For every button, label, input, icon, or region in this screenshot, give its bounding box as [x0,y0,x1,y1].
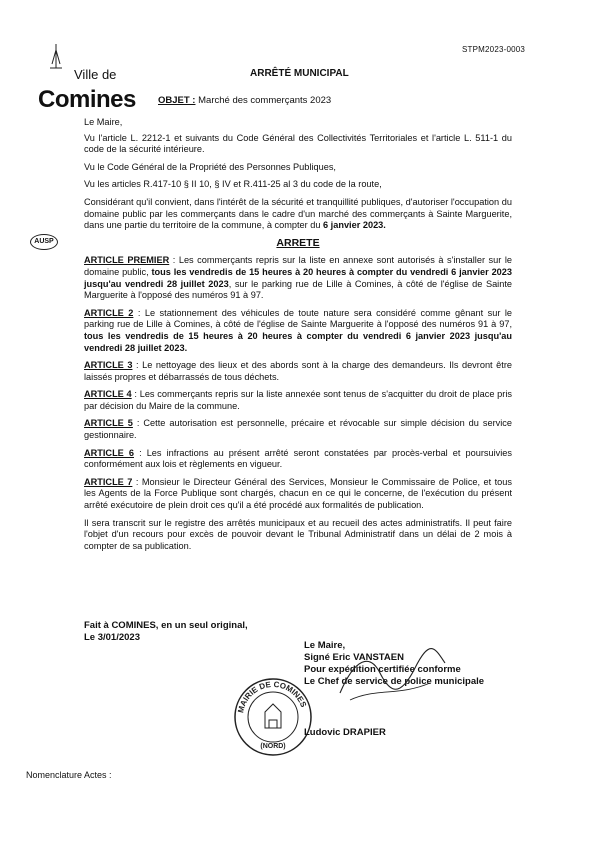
document-reference: STPM2023-0003 [462,45,526,54]
mairie-stamp [232,676,314,758]
signature-line-2: Signé Eric VANSTAEN [304,652,404,663]
signature-line-1: Le Maire, [304,640,346,651]
transcription-paragraph: Il sera transcrit sur le registre des arrêtés municipaux et au recueil des actes administratifs. Il peut faire l'objet d'un recours pour excès de pouvoir devant le Tribunal Administratif dans un délai de 2 mois à compter de sa publication. [84,517,512,551]
article-premier [84,255,512,301]
vu-paragraph-2: Vu le Code Général de la Propriété des Personnes Publiques, [84,161,336,172]
document-title: ARRÊTÉ MUNICIPAL [250,68,349,79]
article-2-text: : Le stationnement des véhicules de toute nature sera considéré comme gênant sur le parking rue de Lille à Comines, à côté de l'église de Sainte Marguerite à l'opposé des numéros 91 à 97, [84,307,512,330]
article-premier-bold: tous les vendredis de 15 heures à 20 heures à compter du vendredi 6 janvier 2023 jusqu'au vendredi 28 juillet 2023 [84,266,513,289]
article-6-label: ARTICLE 6 [84,447,134,458]
nomenclature-label: Nomenclature Actes : [26,770,112,780]
article-6-text: : Les infractions au présent arrêté seront constatées par procès-verbal et poursuivies conformément aux lois et règlements en vigueur. [84,447,512,470]
article-5 [84,418,512,441]
article-5-label: ARTICLE 5 [84,418,133,429]
fait-date: Le 3/01/2023 [84,632,140,643]
considerant-text: Considérant qu'il convient, dans l'intérêt de la sécurité et tranquillité publiques, d'autoriser l'occupation du domaine public par les commerçants dans le cadre d'un marché des commerçants à Sainte Marguerite, dans une partie du territoire de la commune, à compter du [84,196,512,231]
handwritten-signature [330,638,450,708]
article-2 [84,308,512,354]
article-premier-text-b: , sur le parking rue de Lille à Comines, à côté de l'église de Sainte Marguerite à l'opposé des numéros 91 à 97. [84,278,512,301]
le-maire: Le Maire, [84,117,123,127]
fait-line: Fait à COMINES, en un seul original, [84,620,248,631]
ausp-stamp: AUSP [30,234,58,250]
signature-line-3: Pour expédition certifiée conforme [304,664,461,675]
article-2-bold: tous les vendredis de 15 heures à 20 heures à compter du vendredi 6 janvier 2023 jusqu'au vendredi 28 juillet 2023. [84,330,512,353]
objet-line [158,95,331,106]
article-7 [84,477,512,512]
objet-label: OBJET : [158,95,196,106]
svg-text:MAIRIE DE COMINES: MAIRIE DE COMINES [236,679,309,714]
article-2-label: ARTICLE 2 [84,307,134,318]
signatory-name: Ludovic DRAPIER [304,727,386,738]
objet-text: Marché des commerçants 2023 [195,95,332,106]
vu-paragraph-1: Vu l'article L. 2212-1 et suivants du Code Général des Collectivités Territoriales et l'article L. 511-1 du code de la sécurité intérieure. [84,132,512,155]
arrete-heading: ARRETE [276,236,320,249]
article-7-label: ARTICLE 7 [84,476,133,487]
fait-block [84,620,248,644]
comines-logo [38,42,138,114]
article-3-text: : Le nettoyage des lieux et des abords sont à la charge des demandeurs. Ils devront être laissés propres et débarrassés de tous déchets. [84,360,512,382]
logo-ville-text: Ville de [74,67,117,82]
signature-line-4: Le Chef de service de police municipale [304,676,485,687]
article-3 [84,360,512,383]
article-4-text: : Les commerçants repris sur la liste annexée sont tenus de s'acquitter du droit de place pris par décision du Maire de la commune. [84,389,512,411]
article-4 [84,389,512,412]
vu-paragraph-3: Vu les articles R.417-10 § II 10, § IV et R.411-25 al 3 du code de la route, [84,179,382,190]
article-premier-text-a: : Les commerçants repris sur la liste en annexe sont autorisés à s'installer sur le domaine public, [84,255,512,277]
considerant-paragraph [84,197,512,232]
article-3-label: ARTICLE 3 [84,360,133,371]
document-body [84,117,512,558]
article-4-label: ARTICLE 4 [84,389,132,400]
article-6 [84,448,512,471]
article-7-text: : Monsieur le Directeur Général des Services, Monsieur le Commissaire de Police, et tous les Agents de la Force Publique sont chargés, chacun en ce qui le concerne, de l'exécution du présent arrêté exécutoire de plein droit ces qu'il a été procédé aux formalités de publication. [84,476,512,511]
considerant-date: 6 janvier 2023. [323,220,386,231]
article-premier-label: ARTICLE PREMIER [84,255,170,266]
mairie-seal-icon [232,676,314,758]
article-5-text: : Cette autorisation est personnelle, précaire et révocable sur simple décision du service gestionnaire. [84,418,512,441]
svg-text:(NORD): (NORD) [260,743,286,750]
logo-comines-text: Comines [38,86,136,113]
